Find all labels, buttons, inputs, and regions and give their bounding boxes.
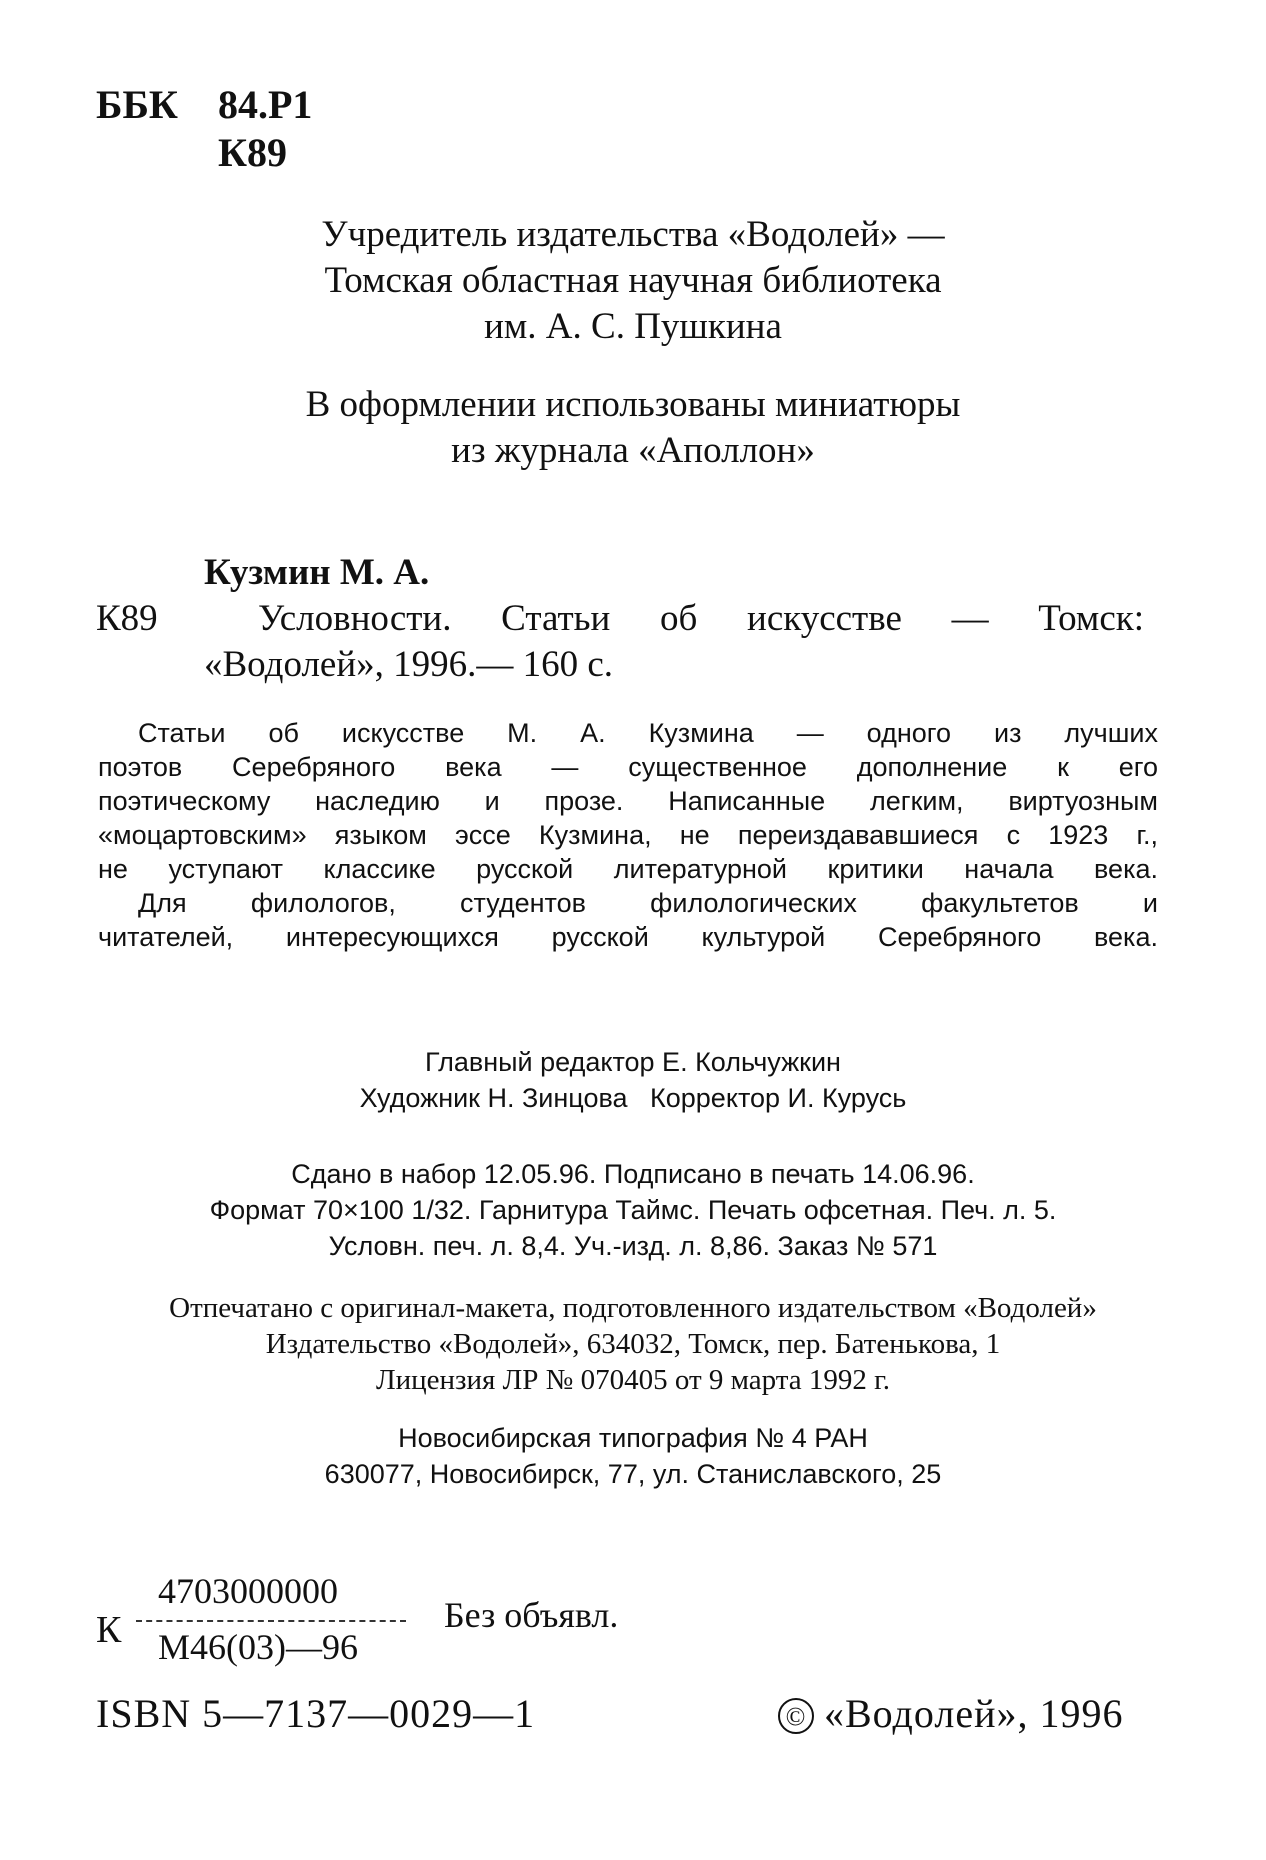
annotation-line: поэтов Серебряного века — существенное дополнение к его bbox=[98, 752, 1158, 782]
design-note-line: из журнала «Аполлон» bbox=[451, 430, 815, 471]
annotation-line: читателей, интересующихся русской культурой Серебряного века. bbox=[98, 922, 1158, 952]
bbk-author-mark: К89 bbox=[218, 130, 288, 175]
founder-line: Томская областная научная библиотека bbox=[324, 260, 942, 301]
annotation-line: Статьи об искусстве М. А. Кузмина — одного из лучших bbox=[138, 718, 1158, 748]
fraction-rule bbox=[136, 1620, 406, 1622]
no-ad-note: Без объявл. bbox=[444, 1595, 619, 1635]
design-note-block bbox=[120, 382, 1146, 474]
isbn: ISBN 5—7137—0029—1 bbox=[96, 1691, 536, 1736]
print-data-block bbox=[80, 1156, 1186, 1264]
print-data-line: Сдано в набор 12.05.96. Подписано в печать 14.06.96. bbox=[291, 1159, 975, 1189]
annotation-paragraph bbox=[98, 716, 1158, 954]
credits-line: Главный редактор Е. Кольчужкин bbox=[425, 1047, 841, 1077]
printer-line: 630077, Новосибирск, 77, ул. Станиславского, 25 bbox=[324, 1459, 942, 1489]
copyright bbox=[778, 1690, 1123, 1737]
credits-block bbox=[80, 1044, 1186, 1116]
credits-line: Художник Н. Зинцова Корректор И. Курусь bbox=[359, 1083, 907, 1113]
founder-block bbox=[120, 212, 1146, 350]
fraction-bottom: М46(03)—96 bbox=[158, 1627, 358, 1667]
bbk-label: ББК bbox=[96, 82, 178, 127]
annotation-line: «моцартовским» языком эссе Кузмина, не переиздававшиеся с 1923 г., bbox=[98, 820, 1158, 850]
design-note-line: В оформлении использованы миниатюры bbox=[305, 384, 961, 425]
publisher-info-block bbox=[80, 1290, 1186, 1398]
catalog-mark: К89 bbox=[96, 598, 158, 639]
catalog-title-line: Условности. Статьи об искусстве — Томск: bbox=[258, 598, 1144, 639]
founder-line: Учредитель издательства «Водолей» — bbox=[321, 214, 945, 255]
copyright-text: «Водолей», 1996 bbox=[824, 1691, 1124, 1736]
publisher-info-line: Издательство «Водолей», 634032, Томск, пер. Батенькова, 1 bbox=[265, 1328, 1001, 1360]
founder-line: им. А. С. Пушкина bbox=[484, 306, 782, 347]
annotation-line: Для филологов, студентов филологических факультетов и bbox=[138, 888, 1158, 918]
catalog-author: Кузмин М. А. bbox=[204, 552, 430, 593]
fraction-top: 4703000000 bbox=[158, 1571, 338, 1611]
fraction-k-letter: К bbox=[96, 1609, 122, 1651]
publisher-info-line: Лицензия ЛР № 070405 от 9 марта 1992 г. bbox=[375, 1364, 891, 1396]
printer-block bbox=[80, 1420, 1186, 1492]
publisher-info-line: Отпечатано с оригинал-макета, подготовленного издательством «Водолей» bbox=[169, 1292, 1097, 1324]
print-data-line: Условн. печ. л. 8,4. Уч.-изд. л. 8,86. Заказ № 571 bbox=[328, 1231, 938, 1261]
print-data-line: Формат 70×100 1/32. Гарнитура Таймс. Печать офсетная. Печ. л. 5. bbox=[209, 1195, 1057, 1225]
annotation-line: поэтическому наследию и прозе. Написанные легким, виртуозным bbox=[98, 786, 1158, 816]
annotation-line: не уступают классике русской литературной критики начала века. bbox=[98, 854, 1158, 884]
catalog-publisher-line: «Водолей», 1996.— 160 с. bbox=[204, 644, 614, 685]
copyright-icon: © bbox=[778, 1698, 814, 1734]
bbk-code: 84.Р1 bbox=[218, 82, 313, 127]
printer-line: Новосибирская типография № 4 РАН bbox=[398, 1423, 868, 1453]
